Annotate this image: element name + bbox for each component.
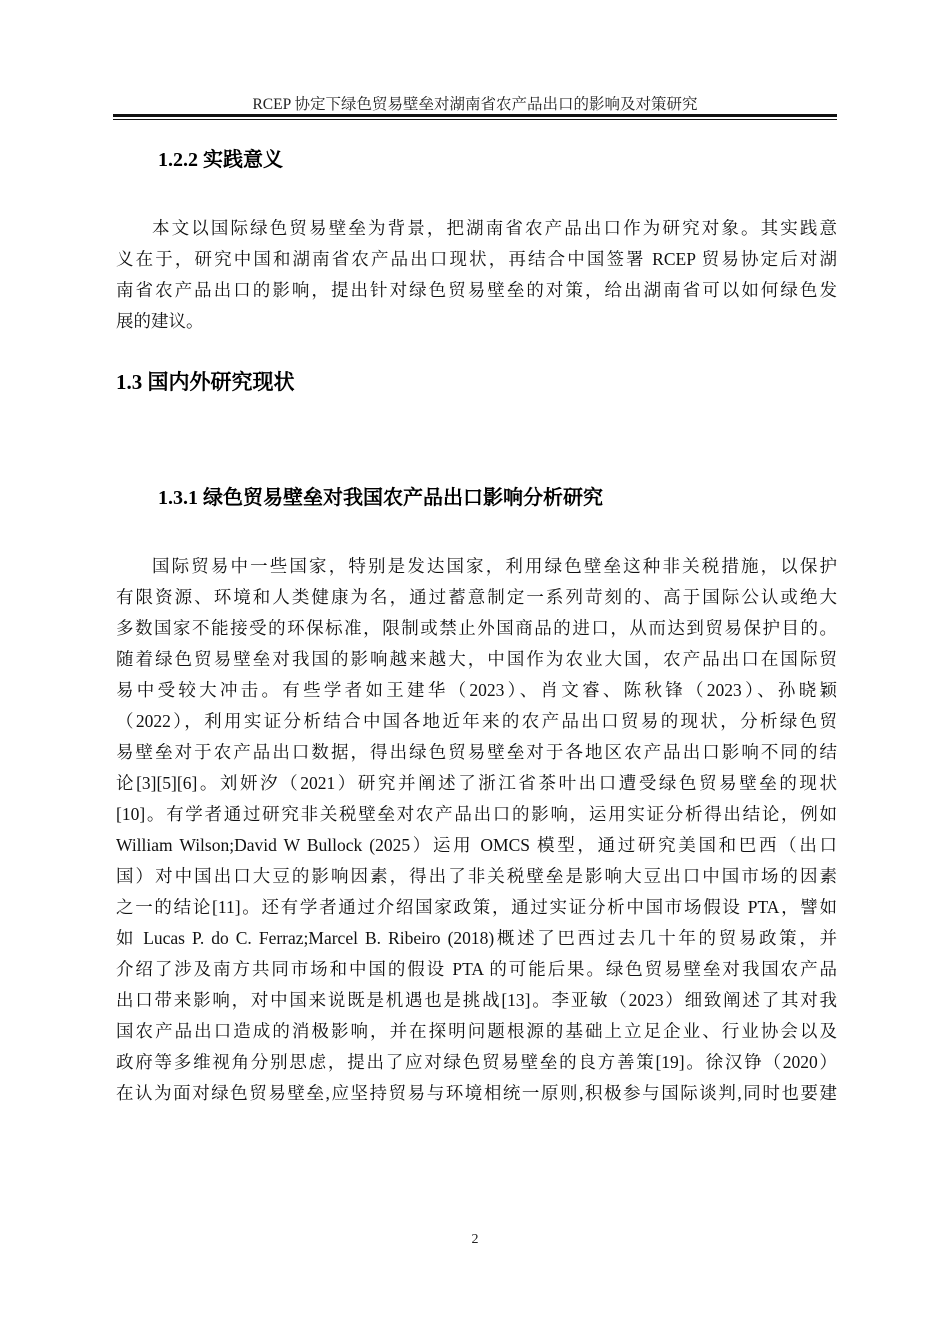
paragraph-line: 之一的结论[11]。还有学者通过介绍国家政策，通过实证分析中国市场假设 PTA，譬如 [116, 897, 837, 917]
paragraph-line: 本文以国际绿色贸易壁垒为背景，把湖南省农产品出口作为研究对象。其实践意 [152, 218, 837, 238]
paragraph-practical-significance [116, 213, 837, 337]
header-rule-thin [113, 119, 837, 120]
paragraph-line: 易中受较大冲击。有些学者如王建华（2023）、肖文睿、陈秋锋（2023）、孙晓颖 [116, 680, 837, 700]
paragraph-line: 论[3][5][6]。刘妍汐（2021）研究并阐述了浙江省茶叶出口遭受绿色贸易壁垒的现状 [116, 773, 837, 793]
paragraph-line: 国农产品出口造成的消极影响，并在探明问题根源的基础上立足企业、行业协会以及 [116, 1021, 837, 1041]
running-header: RCEP 协定下绿色贸易壁垒对湖南省农产品出口的影响及对策研究 [252, 96, 698, 113]
paragraph-line: 国际贸易中一些国家，特别是发达国家，利用绿色壁垒这种非关税措施，以保护 [152, 556, 837, 576]
paragraph-line: 国）对中国出口大豆的影响因素，得出了非关税壁垒是影响大豆出口中国市场的因素 [116, 866, 837, 886]
section-heading-1-2-2: 1.2.2 实践意义 [158, 149, 283, 171]
header-rule [113, 114, 837, 117]
paragraph-line: 在认为面对绿色贸易壁垒,应坚持贸易与环境相统一原则,积极参与国际谈判,同时也要建 [116, 1083, 837, 1103]
paragraph-line: [10]。有学者通过研究非关税壁垒对农产品出口的影响，运用实证分析得出结论，例如 [116, 804, 837, 824]
paragraph-line: （2022），利用实证分析结合中国各地近年来的农产品出口贸易的现状，分析绿色贸 [116, 711, 837, 731]
paragraph-line: 展的建议。 [116, 311, 204, 331]
paragraph-line: 如 Lucas P. do C. Ferraz;Marcel B. Ribeiro (2018)概述了巴西过去几十年的贸易政策，并 [116, 928, 837, 948]
section-heading-1-3-1: 1.3.1 绿色贸易壁垒对我国农产品出口影响分析研究 [158, 487, 603, 509]
paragraph-line: 随着绿色贸易壁垒对我国的影响越来越大，中国作为农业大国，农产品出口在国际贸 [116, 649, 837, 669]
section-heading-1-3: 1.3 国内外研究现状 [116, 370, 295, 394]
paragraph-literature-review [116, 551, 837, 1109]
paragraph-line: 南省农产品出口的影响，提出针对绿色贸易壁垒的对策，给出湖南省可以如何绿色发 [116, 280, 837, 300]
paragraph-line: 多数国家不能接受的环保标准，限制或禁止外国商品的进口，从而达到贸易保护目的。 [116, 618, 837, 638]
paragraph-line: 政府等多维视角分别思虑，提出了应对绿色贸易壁垒的良方善策[19]。徐汉铮（2020） [116, 1052, 837, 1072]
paragraph-line: 义在于，研究中国和湖南省农产品出口现状，再结合中国签署 RCEP 贸易协定后对湖 [116, 249, 837, 269]
paragraph-line: 易壁垒对于农产品出口数据，得出绿色贸易壁垒对于各地区农产品出口影响不同的结 [116, 742, 837, 762]
paragraph-line: 出口带来影响，对中国来说既是机遇也是挑战[13]。李亚敏（2023）细致阐述了其对我 [116, 990, 837, 1010]
paragraph-line: 有限资源、环境和人类健康为名，通过蓄意制定一系列苛刻的、高于国际公认或绝大 [116, 587, 837, 607]
paragraph-line: 介绍了涉及南方共同市场和中国的假设 PTA 的可能后果。绿色贸易壁垒对我国农产品 [116, 959, 837, 979]
page-number: 2 [471, 1232, 479, 1247]
paragraph-line: William Wilson;David W Bullock (2025）运用 OMCS 模型，通过研究美国和巴西（出口 [116, 835, 837, 855]
